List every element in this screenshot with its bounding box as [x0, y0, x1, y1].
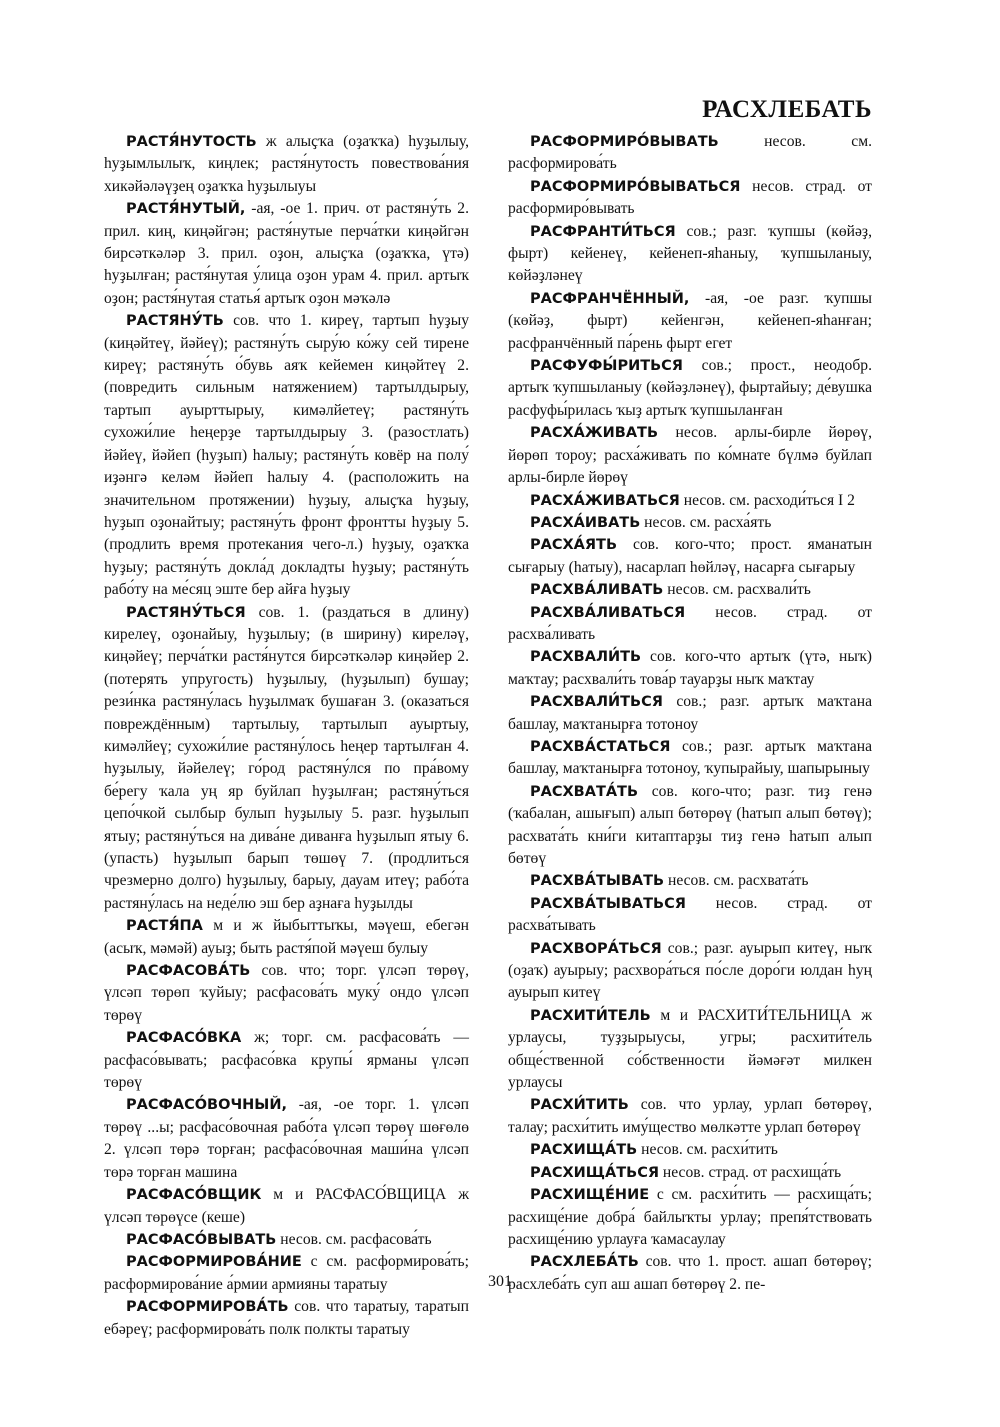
- headword: РАСХВА́ЛИВАТЬСЯ: [530, 604, 686, 621]
- headword: РАСХВА́ТЫВАТЬСЯ: [530, 895, 686, 912]
- entry-body: несов. страд. от расхища́ть: [662, 1163, 842, 1181]
- entry: [508, 870, 872, 892]
- entry-body: сов. кого-что артыҡ (үтә, ныҡ) маҡтау; расхвали́ть това́р тауарҙы ныҡ маҡтау: [508, 648, 872, 688]
- headword: РАСХВАЛИ́ТЬСЯ: [530, 694, 663, 711]
- entry: [104, 198, 469, 310]
- entry: [104, 1184, 469, 1229]
- entry-body: несов. см. расформирова́ть: [508, 133, 872, 173]
- entry-body: м и РАСФАСО́ВЩИЦА ж үлсәп төрөүсе (кеше): [104, 1186, 469, 1226]
- headword: РАСХВАЛИ́ТЬ: [530, 649, 642, 666]
- entry-body: -ая, -ое торг. 1. үлсәп төрөү ...ы; расфасо́вочная рабо́та үлсәп төрөү шөғөлө 2. үлсәп төрә торған; расфасо́вочная маши́на үлсәп төрә торған машина: [104, 1096, 469, 1181]
- entry: [508, 736, 872, 781]
- entry-body: несов. см. расходи́ться I 2: [683, 491, 855, 509]
- entry: [508, 579, 872, 601]
- headword: РАСФОРМИРОВА́ТЬ: [126, 1299, 289, 1316]
- entry: [104, 310, 469, 601]
- entry-body: несов. страд. от расхва́тывать: [508, 894, 872, 935]
- entry-body: -ая, -ое 1. прич. от растяну́ть 2. прил. киң, киңәйгән; растя́нутые перча́тки киңәйгән бирсәткәләр 3. прил. оҙон, алыҫҡа (оҙаҡҡа, үтә) һуҙылған; растя́нутая у́лица оҙон урам 4. прил. артыҡ оҙон; растя́нутая статья́ артыҡ оҙон мәҡәлә: [104, 200, 469, 307]
- entry: [104, 960, 469, 1027]
- headword: РАСХА́ИВАТЬ: [530, 514, 641, 531]
- entry: [508, 176, 872, 221]
- entry-body: сов. что урлау, урлап бөтөрөү, талау; расхи́тить иму́щество мөлкәтте урлап бөтөрөү: [508, 1096, 872, 1136]
- entry-body: сов.; разг. артыҡ маҡтана башлау, маҡтанырға тотоноу: [508, 693, 872, 733]
- headword: РАСТЯ́НУТЫЙ,: [126, 201, 246, 218]
- entry-body: несов. см. расхвата́ть: [667, 872, 809, 890]
- headword: РАСТЯ́ПА: [126, 918, 203, 935]
- entry-body: сов. что таратыу, таратып ебәреү; расформирова́ть полк полкты таратыу: [104, 1298, 469, 1338]
- headword: РАСХВА́ЛИВАТЬ: [530, 582, 664, 599]
- entry-body: -ая, -ое разг. ҡупшы (көйәҙ, фырт) кейенгән, кейенеп-яһанған; расфранчённый па́рень фырт егет: [508, 289, 872, 352]
- right-column: [508, 131, 872, 1296]
- entry: [508, 1162, 872, 1184]
- entry-body: ж; торг. см. расфасова́ть — расфасо́вывать; расфасо́вка крупы́ ярманы үлсәп төрөү: [104, 1029, 469, 1092]
- headword: РАСХВАТА́ТЬ: [530, 783, 638, 800]
- entry-body: сов.; разг. ауырып китеү, ныҡ (оҙаҡ) ауырыу; расхвора́ться по́сле доро́ги юлдан һуң ауырып китеү: [508, 939, 872, 1002]
- headword: РАСХИ́ТИТЬ: [530, 1097, 629, 1114]
- entry-body: с см. расформирова́ть; расформирова́ние а́рмии армияны таратыу: [104, 1253, 469, 1293]
- headword: РАСХИЩА́ТЬСЯ: [530, 1164, 659, 1181]
- entry: [508, 131, 872, 176]
- entry: [508, 355, 872, 422]
- entry: [104, 602, 469, 916]
- entry-body: сов. что 1. прост. ашап бөтөрөү; расхлеба́ть суп аш ашап бөтөрөү 2. пе-: [508, 1253, 872, 1293]
- headword: РАСХА́ЯТЬ: [530, 537, 617, 554]
- entry: [104, 1027, 469, 1094]
- entry-body: ж алыҫҡа (оҙаҡҡа) һуҙылыу, һуҙымлылыҡ, киңлек; растя́нутость повествова́ния хикәйәләүҙең оҙаҡҡа һуҙылыуы: [104, 133, 469, 195]
- entry: [104, 1094, 469, 1184]
- running-head: РАСХЛЕБАТЬ: [702, 96, 872, 123]
- entry-body: несов. страд. от расхва́ливать: [508, 603, 872, 643]
- headword: РАСТЯНУ́ТЬ: [126, 313, 224, 330]
- entry: [104, 1229, 469, 1251]
- entry: [508, 646, 872, 691]
- entry: [508, 422, 872, 489]
- entry: [508, 691, 872, 736]
- entry: [104, 1296, 469, 1341]
- entry: [508, 490, 872, 512]
- entry-body: сов. кого-что; разг. тиҙ генә (ҡабалан, ашығып) алып бөтөрөү (һатып алып бөтөү); расхвата́ть кни́ги китаптарҙы тиҙ генә һатып алып бөтөү: [508, 782, 872, 867]
- entry-body: несов. см. расхвали́ть: [667, 581, 811, 599]
- headword: РАСХИЩА́ТЬ: [530, 1142, 638, 1159]
- entry-body: несов. см. расха́ять: [644, 513, 772, 531]
- entry-body: с см. расхи́тить — расхища́ть; расхище́ние добра́ байлыҡты урлау; препя́тствовать расхище́нию урлауға ҡамасаулау: [508, 1186, 872, 1248]
- headword: РАСХЛЕБА́ТЬ: [530, 1254, 639, 1271]
- entry: [508, 893, 872, 938]
- entry: [508, 221, 872, 288]
- entry-body: сов.; разг. ҡупшы (көйәҙ, фырт) кейенеү, кейенеп-яһаныу, ҡупшыланыу, көйәҙләнеү: [508, 222, 872, 285]
- headword: РАСХВА́ТЫВАТЬ: [530, 873, 665, 890]
- entry-body: несов. см. расфасова́ть: [280, 1230, 432, 1248]
- entry-body: сов. 1. (раздаться в длину) кирелеү, оҙонайыу, һуҙылыу; (в ширину) киреләү, киңәйеү; перча́тки растя́нутся бирсәткәләр киңәйер 2. (потерять упругость) һуҙылыу, (һуҙылып) бушау; рези́нка растяну́лась һуҙылмаҡ бушаған 3. (оказаться повреждённым) тартылыу, тартылып ауыртыу, кимәлйеү; сухожи́лие растяну́лось һеңер тартылған 4. һуҙылыу, йәйелеү; го́род растяну́лся по пра́вому бе́регу ҡала уң яр буйлап һуҙылған; растяну́ться цепо́чкой сылбыр булып һуҙылыу 5. разг. һуҙылып ятыу; растяну́ться на дива́не диванға һуҙылып ятыу 6. (упасть) һуҙылып барып төшөү 7. (продлиться чрезмерно долго) һуҙылыу, барыу, дауам итеү; рабо́та растяну́лась на неде́лю эш бер аҙнаға һуҙылды: [104, 603, 469, 912]
- entry-body: сов.; разг. артыҡ маҡтана башлау, маҡтанырға тотоноу, ҡупырайыу, шапырыныу: [508, 737, 872, 778]
- headword: РАСФОРМИРО́ВЫВАТЬСЯ: [530, 178, 741, 195]
- entry-body: несов. см. расхи́тить: [641, 1141, 778, 1159]
- headword: РАСФОРМИРО́ВЫВАТЬ: [530, 134, 719, 150]
- entry: [104, 131, 469, 198]
- entry: [508, 602, 872, 647]
- headword: РАСФАСО́ВКА: [126, 1030, 242, 1047]
- entry: [508, 1184, 872, 1251]
- entry: [104, 915, 469, 960]
- entry: [508, 534, 872, 579]
- entry: [508, 1005, 872, 1095]
- entry-body: сов. кого-что; прост. яманатын сығарыу (һатыу), насарлап һөйләү, насарға сығарыу: [508, 536, 872, 576]
- headword: РАСХА́ЖИВАТЬСЯ: [530, 492, 680, 509]
- entry-body: сов. что 1. киреү, тартып һуҙыу (киңәйтеү, йәйеү); растяну́ть сыру́ю ко́жу сей тирене киреү; растяну́ть о́бувь аяҡ кейемен киңәйтеү 2. (повредить сильным натяжением) тартылдырыу, тартып ауырттырыу, кимәлйетеү; растяну́ть сухожи́лие һеңерҙе тартылдырыу 3. (разостлать) йәйеү, йәйеп (һуҙып) һалыу; растяну́ть ковёр на полу́ иҙәнгә келәм йәйеп һалыу 4. (расположить на значительном протяжении) һуҙыу, алыҫҡа һуҙыу, һуҙып оҙонайтыу; растяну́ть фронт фронтты һуҙыу 5. (продлить время протекания чего-л.) һуҙыу, оҙаҡҡа һуҙыу; растяну́ть докла́д докладты һуҙыу; растяну́ть рабо́ту на ме́сяц эште бер айға һуҙыу: [104, 312, 469, 599]
- entry: [508, 1139, 872, 1161]
- headword: РАСТЯНУ́ТЬСЯ: [126, 604, 246, 621]
- headword: РАСХА́ЖИВАТЬ: [530, 425, 658, 442]
- entry-body: несов. арлы-бирле йөрөү, йөрөп тороу; расха́живать по ко́мнате бүлмә буйлап арлы-бирле йөрөү: [508, 424, 872, 487]
- left-column: [104, 131, 469, 1341]
- headword: РАСХВОРА́ТЬСЯ: [530, 940, 662, 957]
- entry-body: сов. что; торг. үлсәп төрөү, үлсәп төрөп ҡуйыу; расфасова́ть муку́ ондо үлсәп төрөү: [104, 962, 469, 1024]
- entry: [508, 288, 872, 355]
- headword: РАСФАСО́ВЫВАТЬ: [126, 1231, 277, 1248]
- headword: РАСФУФЫ́РИТЬСЯ: [530, 358, 683, 375]
- entry-body: несов. страд. от расформиро́вывать: [508, 177, 872, 218]
- entry: [508, 938, 872, 1005]
- entry-body: м и ж йыбыттыҡы, мәүеш, ебегән (асыҡ, мәмәй) ауыҙ; быть растя́пой мәүеш булыу: [104, 917, 470, 957]
- entry: [508, 512, 872, 534]
- headword: РАСФАСО́ВЩИК: [126, 1187, 262, 1204]
- headword: РАСФРАНТИ́ТЬСЯ: [530, 223, 676, 240]
- headword: РАСХИЩЕ́НИЕ: [530, 1187, 650, 1204]
- entry: [508, 1094, 872, 1139]
- headword: РАСХИТИ́ТЕЛЬ: [530, 1007, 651, 1024]
- headword: РАСФАСОВА́ТЬ: [126, 963, 251, 980]
- entry-body: м и РАСХИТИ́ТЕЛЬНИЦА ж урлаусы, туҙҙырыусы, угры; расхити́тель обще́ственной со́бственности йәмәғәт милкен урлаусы: [508, 1006, 872, 1092]
- headword: РАСФОРМИРОВА́НИЕ: [126, 1254, 302, 1271]
- entry: [508, 781, 872, 871]
- page-number: 301: [488, 1273, 512, 1290]
- headword: РАСФРАНЧЁННЫЙ,: [530, 290, 690, 307]
- headword: РАСТЯ́НУТОСТЬ: [126, 134, 257, 150]
- headword: РАСХВА́СТАТЬСЯ: [530, 738, 671, 755]
- entry-body: сов.; прост., неодобр. артыҡ ҡупшыланыу (көйәҙләнеү), фыртайыу; де́вушка расфуфы́рилась ҡыҙ артыҡ ҡупшыланған: [508, 357, 872, 419]
- headword: РАСФАСО́ВОЧНЫЙ,: [126, 1097, 287, 1114]
